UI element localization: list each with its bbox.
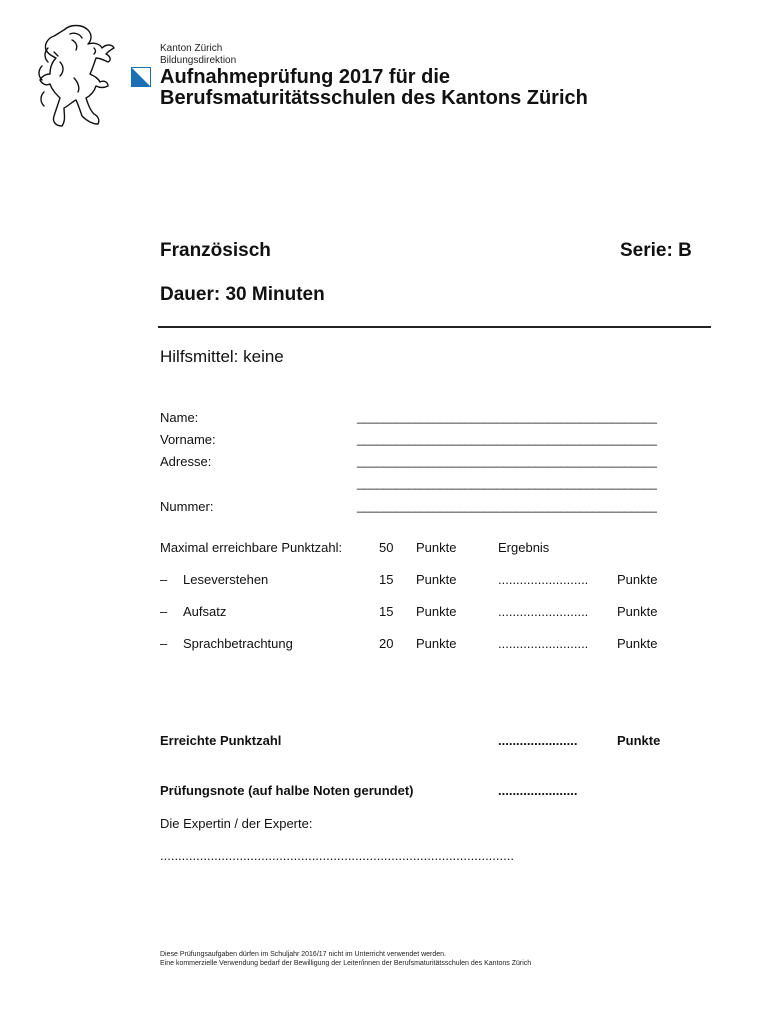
section-divider (158, 326, 711, 328)
item-unit: Punkte (416, 604, 457, 619)
grade-label: Prüfungsnote (auf halbe Noten gerundet) (160, 783, 414, 798)
vorname-label: Vorname: (160, 432, 216, 447)
item-label: Sprachbetrachtung (183, 636, 293, 651)
subject-heading: Französisch (160, 240, 271, 261)
canton-flag-icon (131, 67, 151, 87)
footer-note-2: Eine kommerzielle Verwendung bedarf der Bewilligung der Leiter/innen der Berufsmaturitätsschulen des Kantons Zürich (160, 960, 532, 967)
item-label: Leseverstehen (183, 572, 269, 587)
canton-zurich-lion-logo (34, 22, 118, 132)
vorname-field[interactable]: _______________________________________________ (357, 432, 657, 446)
item-unit: Punkte (416, 572, 457, 587)
adresse-field-line2[interactable]: _______________________________________________ (357, 476, 657, 490)
nummer-label: Nummer: (160, 499, 214, 514)
total-points-field[interactable]: ...................... (498, 733, 578, 748)
expert-label: Die Expertin / der Experte: (160, 816, 313, 831)
item-points: 15 (379, 604, 394, 619)
item-label: Aufsatz (183, 604, 227, 619)
max-points-value: 50 (379, 540, 394, 555)
canton-label: Kanton Zürich (160, 43, 223, 54)
list-dash: – (160, 636, 168, 651)
list-dash: – (160, 572, 168, 587)
item-points: 20 (379, 636, 394, 651)
item-points: 15 (379, 572, 394, 587)
aids-label: Hilfsmittel: keine (160, 347, 284, 366)
adresse-label: Adresse: (160, 454, 212, 469)
list-dash: – (160, 604, 168, 619)
exam-title-line2: Berufsmaturitätsschulen des Kantons Zürich (160, 87, 588, 109)
item-result-field[interactable]: ......................... (498, 572, 589, 587)
series-label: Serie: B (620, 240, 692, 261)
total-points-unit: Punkte (617, 733, 661, 748)
max-points-label: Maximal erreichbare Punktzahl: (160, 540, 343, 555)
grade-field[interactable]: ...................... (498, 783, 578, 798)
item-result-field[interactable]: ......................... (498, 636, 589, 651)
item-unit: Punkte (416, 636, 457, 651)
department-label: Bildungsdirektion (160, 55, 237, 66)
item-result-unit: Punkte (617, 572, 658, 587)
total-points-label: Erreichte Punktzahl (160, 733, 282, 748)
adresse-field-line1[interactable]: _______________________________________________ (357, 454, 657, 468)
exam-title-line1: Aufnahmeprüfung 2017 für die (160, 66, 451, 88)
item-result-field[interactable]: ......................... (498, 604, 589, 619)
nummer-field[interactable]: _______________________________________________ (357, 499, 657, 513)
item-result-unit: Punkte (617, 636, 658, 651)
expert-signature-field[interactable]: .................................................................................................. (160, 848, 514, 863)
footer-note-1: Diese Prüfungsaufgaben dürfen im Schuljahr 2016/17 nicht im Unterricht verwendet werden. (160, 951, 446, 958)
item-result-unit: Punkte (617, 604, 658, 619)
max-points-unit: Punkte (416, 540, 457, 555)
name-field[interactable]: _______________________________________________ (357, 410, 657, 424)
duration-label: Dauer: 30 Minuten (160, 284, 325, 305)
result-header: Ergebnis (498, 540, 550, 555)
name-label: Name: (160, 410, 199, 425)
